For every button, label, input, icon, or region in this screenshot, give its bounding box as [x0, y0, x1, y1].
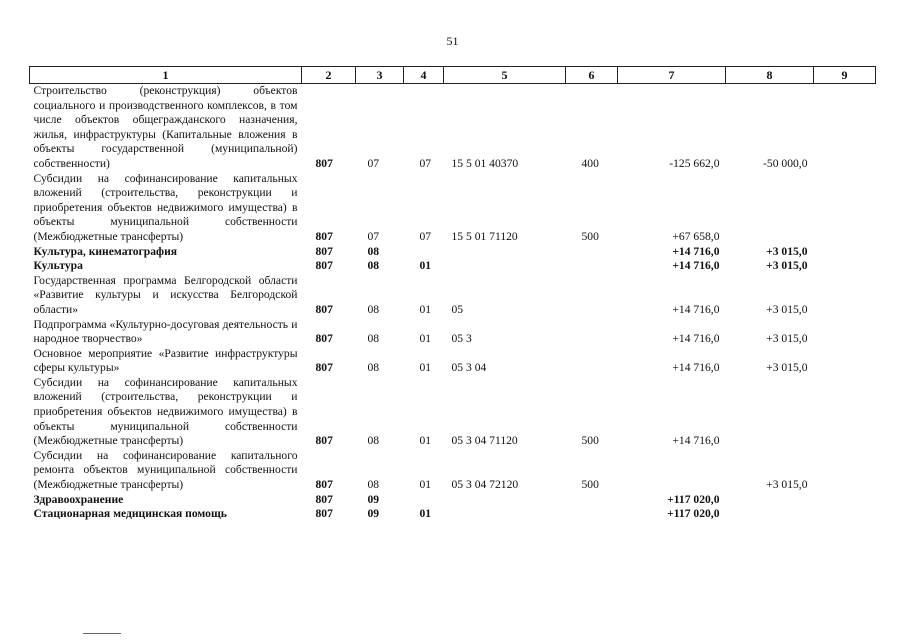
- cell-ministry: 807: [315, 244, 333, 258]
- cell-amount-9: [814, 274, 876, 318]
- header-col-7: 7: [618, 67, 726, 84]
- cell-target-article: 05 3 04 71120: [451, 434, 518, 448]
- cell-target-article: 05 3 04: [451, 361, 487, 375]
- cell-amount-8: +3 015,0: [766, 302, 808, 316]
- cell-expense-type: 500: [581, 229, 599, 243]
- cell-subsection: 01: [419, 302, 432, 316]
- row-name: Культура: [33, 259, 83, 273]
- cell-amount-8: [726, 507, 814, 522]
- cell-amount-7: -125 662,0: [669, 156, 720, 170]
- cell-amount-7: +67 658,0: [672, 229, 720, 243]
- row-name: Субсидии на софинансирование капитального ремонта объектов муниципальной собственности (Межбюджетные трансферты): [33, 448, 298, 492]
- cell-amount-7: +14 716,0: [672, 361, 720, 375]
- table-row: [30, 274, 876, 318]
- cell-amount-8: +3 015,0: [766, 478, 808, 492]
- cell-section: 08: [367, 302, 380, 316]
- cell-ministry: 807: [315, 229, 333, 243]
- cell-amount-7: +14 716,0: [672, 244, 720, 258]
- row-name: Стационарная медицинская помощь: [33, 507, 227, 521]
- cell-amount-7: +117 020,0: [667, 492, 720, 506]
- cell-target-article: 15 5 01 40370: [451, 156, 519, 170]
- cell-amount-8: [726, 376, 814, 449]
- cell-amount-8: +3 015,0: [766, 361, 808, 375]
- cell-section: 08: [367, 434, 380, 448]
- row-name: Государственная программа Белгородской области «Развитие культуры и искусства Белгородской области»: [33, 273, 298, 316]
- table-row: [30, 449, 876, 493]
- table-row: [30, 318, 876, 347]
- cell-expense-type: [566, 259, 618, 274]
- cell-amount-9: [814, 507, 876, 522]
- header-col-6: 6: [566, 67, 618, 84]
- row-name: Подпрограмма «Культурно-досуговая деятельность и народное творчество»: [33, 317, 298, 346]
- footer-rule: [83, 633, 121, 634]
- row-name: Субсидии на софинансирование капитальных вложений (строительства, реконструкции и приобретения объектов недвижимого имущества) в объекты муниципальной собственности (Межбюджетные трансферты): [33, 171, 298, 243]
- table-row: [30, 493, 876, 508]
- cell-amount-9: [814, 449, 876, 493]
- header-col-2: 2: [302, 67, 356, 84]
- cell-amount-7: +14 716,0: [672, 302, 720, 316]
- header-row: [30, 67, 876, 84]
- cell-subsection: [404, 245, 444, 260]
- cell-ministry: 807: [315, 434, 333, 448]
- cell-target-article: 15 5 01 71120: [451, 229, 518, 243]
- cell-expense-type: [566, 507, 618, 522]
- table-row: [30, 259, 876, 274]
- cell-subsection: [404, 493, 444, 508]
- cell-target-article: 05 3 04 72120: [451, 478, 519, 492]
- table-row: [30, 84, 876, 172]
- cell-amount-7: +117 020,0: [667, 507, 720, 521]
- cell-subsection: 01: [419, 507, 432, 521]
- cell-section: 09: [367, 492, 380, 506]
- row-name: Здравоохранение: [33, 492, 124, 506]
- cell-target-article: [444, 493, 566, 508]
- cell-target-article: 05 3: [451, 332, 472, 346]
- table-row: [30, 245, 876, 260]
- cell-amount-9: [814, 245, 876, 260]
- cell-subsection: 01: [419, 434, 432, 448]
- cell-amount-8: +3 015,0: [766, 244, 808, 258]
- table-row: [30, 347, 876, 376]
- cell-amount-8: +3 015,0: [766, 332, 808, 346]
- table-row: [30, 507, 876, 522]
- cell-section: 08: [367, 244, 380, 258]
- cell-ministry: 807: [315, 507, 333, 521]
- cell-ministry: 807: [315, 478, 333, 492]
- cell-expense-type: [566, 274, 618, 318]
- cell-ministry: 807: [315, 361, 333, 375]
- page-number: 51: [446, 34, 459, 48]
- header-col-3: 3: [356, 67, 404, 84]
- header-col-1: 1: [30, 67, 302, 84]
- cell-section: 07: [367, 156, 380, 170]
- cell-target-article: [444, 259, 566, 274]
- cell-ministry: 807: [315, 302, 333, 316]
- cell-section: 08: [367, 259, 380, 273]
- header-col-8: 8: [726, 67, 814, 84]
- cell-amount-7: +14 716,0: [672, 259, 720, 273]
- cell-amount-8: [726, 172, 814, 245]
- cell-subsection: 01: [419, 478, 432, 492]
- cell-ministry: 807: [315, 259, 333, 273]
- cell-amount-9: [814, 493, 876, 508]
- cell-subsection: 07: [419, 156, 432, 170]
- cell-target-article: [444, 507, 566, 522]
- cell-amount-8: -50 000,0: [763, 156, 808, 170]
- cell-ministry: 807: [315, 332, 333, 346]
- cell-ministry: 807: [315, 492, 333, 506]
- cell-section: 09: [367, 507, 380, 521]
- cell-subsection: 01: [419, 259, 432, 273]
- cell-amount-9: [814, 318, 876, 347]
- cell-amount-9: [814, 84, 876, 172]
- header-col-4: 4: [404, 67, 444, 84]
- cell-section: 08: [367, 332, 380, 346]
- cell-section: 07: [367, 229, 380, 243]
- row-name: Субсидии на софинансирование капитальных вложений (строительства, реконструкции и приобретения объектов недвижимого имущества) в объекты муниципальной собственности (Межбюджетные трансферты): [33, 375, 298, 448]
- cell-expense-type: [566, 493, 618, 508]
- cell-expense-type: 500: [581, 434, 599, 448]
- cell-subsection: 01: [419, 332, 432, 346]
- cell-subsection: 07: [419, 229, 432, 243]
- table-row: [30, 172, 876, 245]
- budget-table: [29, 66, 876, 522]
- cell-amount-7: [618, 449, 726, 493]
- row-name: Культура, кинематография: [33, 244, 178, 258]
- table-row: [30, 376, 876, 449]
- cell-amount-9: [814, 172, 876, 245]
- cell-section: 08: [367, 361, 380, 375]
- cell-amount-8: +3 015,0: [766, 259, 808, 273]
- header-col-5: 5: [444, 67, 566, 84]
- cell-amount-9: [814, 259, 876, 274]
- cell-amount-7: +14 716,0: [672, 434, 720, 448]
- cell-target-article: [444, 245, 566, 260]
- cell-expense-type: [566, 347, 618, 376]
- cell-ministry: 807: [315, 156, 333, 170]
- cell-target-article: 05: [451, 302, 464, 316]
- cell-amount-7: +14 716,0: [672, 332, 720, 346]
- cell-expense-type: [566, 245, 618, 260]
- cell-expense-type: 400: [581, 156, 599, 170]
- cell-section: 08: [367, 478, 380, 492]
- cell-subsection: 01: [419, 361, 432, 375]
- cell-expense-type: [566, 318, 618, 347]
- cell-expense-type: 500: [581, 478, 599, 492]
- header-col-9: 9: [814, 67, 876, 84]
- cell-amount-9: [814, 347, 876, 376]
- cell-amount-8: [726, 493, 814, 508]
- row-name: Строительство (реконструкция) объектов социального и производственного комплексов, в том числе объектов общегражданского назначения, жилья, инфраструктуры (Капитальные вложения в объекты государственной (муниципальной) собственности): [33, 84, 298, 170]
- cell-amount-9: [814, 376, 876, 449]
- row-name: Основное мероприятие «Развитие инфраструктуры сферы культуры»: [33, 346, 298, 375]
